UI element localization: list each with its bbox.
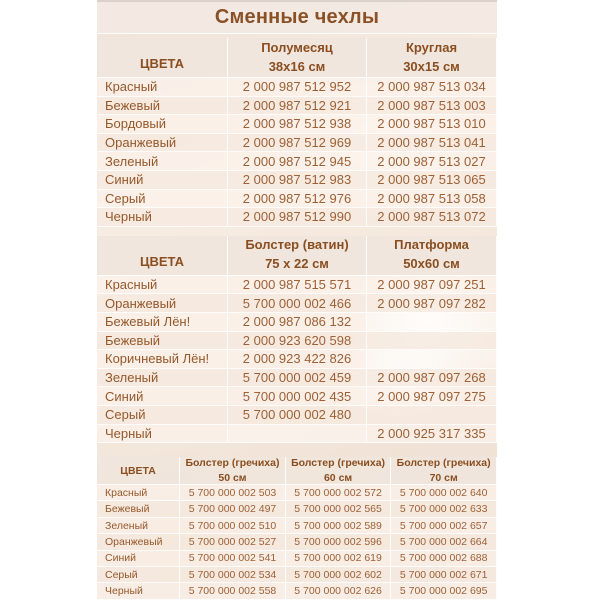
product-code: 5 700 000 002 664 [391, 534, 497, 550]
product-code: 2 000 987 513 041 [367, 134, 497, 153]
table-row [97, 485, 497, 501]
product-code: 5 700 000 002 565 [286, 501, 392, 517]
color-label: Оранжевый [97, 134, 228, 153]
color-label: Бежевый [97, 501, 180, 517]
table-header-row [97, 457, 497, 485]
table-row [97, 152, 497, 171]
color-label: Синий [97, 551, 180, 567]
product-code: 5 700 000 002 466 [228, 294, 367, 313]
product-code: 2 000 987 512 969 [228, 134, 367, 153]
product-code: 5 700 000 002 626 [286, 583, 392, 599]
color-label: Оранжевый [97, 294, 228, 313]
color-label: Бежевый [97, 332, 228, 351]
product-code: 5 700 000 002 572 [286, 485, 392, 501]
product-code: 2 000 923 422 826 [228, 350, 367, 369]
table-header-row [97, 236, 497, 276]
column-header: Болстер (гречиха) 50 см [180, 457, 286, 485]
price-list-poster [97, 0, 497, 600]
color-label: Черный [97, 208, 228, 227]
column-header-colors: ЦВЕТА [97, 457, 180, 485]
product-code: 2 000 987 097 275 [367, 387, 497, 406]
product-code: 2 000 925 317 335 [367, 425, 497, 444]
table-gap [97, 227, 497, 236]
color-label: Серый [97, 406, 228, 425]
empty-cell [228, 425, 367, 444]
product-code: 2 000 923 620 598 [228, 332, 367, 351]
color-label: Зеленый [97, 369, 228, 388]
table-row [97, 190, 497, 209]
table-gap [97, 443, 497, 457]
product-code: 5 700 000 002 534 [180, 567, 286, 583]
column-header: Болстер (гречиха) 70 см [391, 457, 497, 485]
table-row [97, 387, 497, 406]
product-code: 5 700 000 002 671 [391, 567, 497, 583]
empty-cell [367, 406, 497, 425]
product-code: 2 000 987 512 952 [228, 78, 367, 97]
color-label: Зеленый [97, 518, 180, 534]
product-code: 5 700 000 002 695 [391, 583, 497, 599]
table-bolster-vatin-platform [97, 236, 497, 443]
product-code: 2 000 987 097 268 [367, 369, 497, 388]
column-header-colors: ЦВЕТА [97, 38, 228, 78]
table-row [97, 518, 497, 534]
empty-cell [367, 332, 497, 351]
column-header: Круглая 30x15 см [367, 38, 497, 78]
color-label: Красный [97, 78, 228, 97]
product-code: 2 000 987 512 990 [228, 208, 367, 227]
title-band [97, 2, 497, 34]
color-label: Бежевый Лён! [97, 313, 228, 332]
table-body [97, 485, 497, 600]
color-label: Коричневый Лён! [97, 350, 228, 369]
product-code: 2 000 987 515 571 [228, 276, 367, 295]
table-header-row [97, 38, 497, 78]
product-code: 2 000 987 512 945 [228, 152, 367, 171]
color-label: Оранжевый [97, 534, 180, 550]
product-code: 5 700 000 002 596 [286, 534, 392, 550]
product-code: 5 700 000 002 589 [286, 518, 392, 534]
product-code: 5 700 000 002 459 [228, 369, 367, 388]
product-code: 5 700 000 002 497 [180, 501, 286, 517]
table-row [97, 78, 497, 97]
color-label: Бежевый [97, 97, 228, 116]
table-row [97, 332, 497, 351]
product-code: 5 700 000 002 558 [180, 583, 286, 599]
table-body [97, 276, 497, 443]
color-label: Серый [97, 567, 180, 583]
product-code: 2 000 987 513 010 [367, 115, 497, 134]
empty-cell [367, 313, 497, 332]
page-title: Сменные чехлы [214, 6, 380, 28]
product-code: 2 000 987 513 034 [367, 78, 497, 97]
column-header: Болстер (гречиха) 60 см [286, 457, 392, 485]
column-header-colors: ЦВЕТА [97, 236, 228, 276]
table-row [97, 313, 497, 332]
product-code: 2 000 987 512 983 [228, 171, 367, 190]
product-code: 2 000 987 513 027 [367, 152, 497, 171]
color-label: Бордовый [97, 115, 228, 134]
product-code: 5 700 000 002 435 [228, 387, 367, 406]
table-covers-halfmoon-round [97, 38, 497, 227]
product-code: 2 000 987 513 065 [367, 171, 497, 190]
table-row [97, 350, 497, 369]
table-row [97, 534, 497, 550]
table-row [97, 134, 497, 153]
product-code: 2 000 987 097 282 [367, 294, 497, 313]
table-row [97, 406, 497, 425]
product-code: 2 000 987 513 072 [367, 208, 497, 227]
product-code: 5 700 000 002 510 [180, 518, 286, 534]
column-header: Болстер (ватин) 75 х 22 см [228, 236, 367, 276]
table-row [97, 97, 497, 116]
table-row [97, 208, 497, 227]
table-row [97, 115, 497, 134]
product-code: 5 700 000 002 619 [286, 551, 392, 567]
color-label: Синий [97, 387, 228, 406]
table-row [97, 551, 497, 567]
color-label: Черный [97, 583, 180, 599]
product-code: 5 700 000 002 527 [180, 534, 286, 550]
product-code: 5 700 000 002 503 [180, 485, 286, 501]
table-row [97, 425, 497, 444]
product-code: 2 000 987 086 132 [228, 313, 367, 332]
color-label: Зеленый [97, 152, 228, 171]
table-bolster-grechikha [97, 457, 497, 600]
table-row [97, 583, 497, 599]
table-row [97, 567, 497, 583]
column-header: Полумесяц 38x16 см [228, 38, 367, 78]
table-row [97, 369, 497, 388]
product-code: 2 000 987 512 976 [228, 190, 367, 209]
table-row [97, 276, 497, 295]
product-code: 2 000 987 513 003 [367, 97, 497, 116]
column-header: Платформа 50x60 см [367, 236, 497, 276]
table-row [97, 501, 497, 517]
color-label: Синий [97, 171, 228, 190]
product-code: 2 000 987 513 058 [367, 190, 497, 209]
product-code: 2 000 987 097 251 [367, 276, 497, 295]
color-label: Красный [97, 485, 180, 501]
table-row [97, 294, 497, 313]
product-code: 5 700 000 002 480 [228, 406, 367, 425]
color-label: Серый [97, 190, 228, 209]
table-row [97, 171, 497, 190]
product-code: 5 700 000 002 541 [180, 551, 286, 567]
product-code: 5 700 000 002 602 [286, 567, 392, 583]
product-code: 5 700 000 002 640 [391, 485, 497, 501]
product-code: 5 700 000 002 688 [391, 551, 497, 567]
product-code: 5 700 000 002 657 [391, 518, 497, 534]
product-code: 2 000 987 512 938 [228, 115, 367, 134]
table-body [97, 78, 497, 227]
empty-cell [367, 350, 497, 369]
color-label: Красный [97, 276, 228, 295]
product-code: 5 700 000 002 633 [391, 501, 497, 517]
color-label: Черный [97, 425, 228, 444]
product-code: 2 000 987 512 921 [228, 97, 367, 116]
